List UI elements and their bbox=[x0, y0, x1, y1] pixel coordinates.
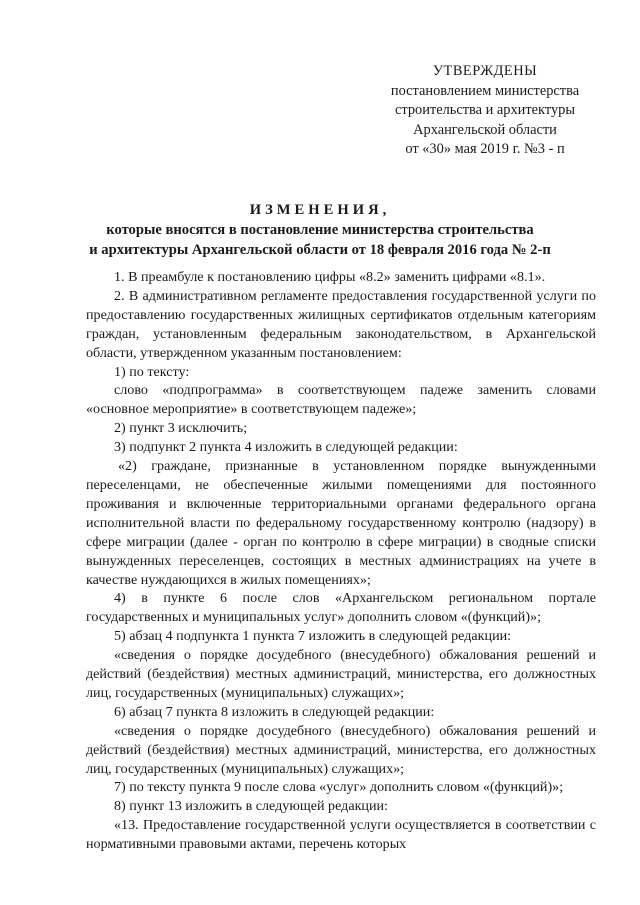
title-sub-2: и архитектуры Архангельской области от 18 февраля 2016 года № 2-п bbox=[89, 242, 551, 258]
document-title bbox=[60, 200, 580, 260]
approval-line-3: Архангельской области bbox=[413, 121, 557, 138]
paragraph-4: слово «подпрограмма» в соответствующем падеже заменить словами «основное мероприятие» в соответствующем падеже»; bbox=[86, 382, 596, 418]
title-main: ИЗМЕНЕНИЯ, bbox=[249, 202, 391, 218]
paragraph-5: 2) пункт 3 исключить; bbox=[114, 420, 248, 437]
paragraph-2: 2. В административном регламенте предоставления государственной услуги по предоставлению государственных жилищных сертификатов отдельным категориям граждан, установленным федеральным законодательством, в Архангельской области, утвержденном указанным постановлением: bbox=[86, 287, 596, 361]
approval-line-1: постановлением министерства bbox=[390, 82, 580, 99]
paragraph-15: «13. Предоставление государственной услуги осуществляется в соответствии с нормативными правовыми актами, перечень которых bbox=[86, 817, 596, 853]
paragraph-11: 6) абзац 7 пункта 8 изложить в следующей редакции: bbox=[114, 703, 435, 720]
approval-date: от «30» мая 2019 г. №3 - п bbox=[405, 141, 565, 157]
approval-line-2: строительства и архитектуры bbox=[394, 102, 576, 118]
paragraph-13: 7) по тексту пункта 9 после слова «услуг» дополнить словом «(функций)»; bbox=[114, 779, 564, 796]
paragraph-1: 1. В преамбуле к постановлению цифры «8.2» заменить цифрами «8.1». bbox=[114, 269, 546, 285]
paragraph-6: 3) подпункт 2 пункта 4 изложить в следующей редакции: bbox=[114, 439, 458, 456]
paragraph-8: 4) в пункте 6 после слов «Архангельском региональном портале государственных и муниципальных услуг» дополнить словом «(функций)»; bbox=[86, 590, 596, 626]
document-body bbox=[86, 268, 596, 854]
paragraph-3: 1) по тексту: bbox=[114, 363, 190, 380]
approval-block bbox=[370, 62, 600, 160]
paragraph-12: «сведения о порядке досудебного (внесудебного) обжалования решений и действий (бездействия) местных администраций, министерства, его должностных лиц, государственных (муниципальных) служащих»; bbox=[86, 722, 596, 777]
paragraph-9: 5) абзац 4 подпункта 1 пункта 7 изложить в следующей редакции: bbox=[114, 628, 512, 645]
title-sub-1: которые вносятся в постановление министерства строительства bbox=[106, 222, 534, 238]
paragraph-10: «сведения о порядке досудебного (внесудебного) обжалования решений и действий (бездействия) местных администраций, министерства, его должностных лиц, государственных (муниципальных) служащих»; bbox=[86, 647, 596, 701]
paragraph-14: 8) пункт 13 изложить в следующей редакции: bbox=[114, 798, 388, 815]
approval-heading: УТВЕРЖДЕНЫ bbox=[432, 63, 538, 79]
paragraph-7: «2) граждане, признанные в установленном порядке вынужденными переселенцами, не обеспеченные жилыми помещениями для постоянного проживания и включенные территориальными органами федерального органа исполнительной власти по федеральному государственному контролю (надзору) в сфере миграции (далее - орган по контролю в сфере миграции) в сводные списки вынужденных переселенцев, состоящих в местных администрациях на учете в качестве нуждающихся в жилых помещениях»; bbox=[86, 458, 596, 588]
